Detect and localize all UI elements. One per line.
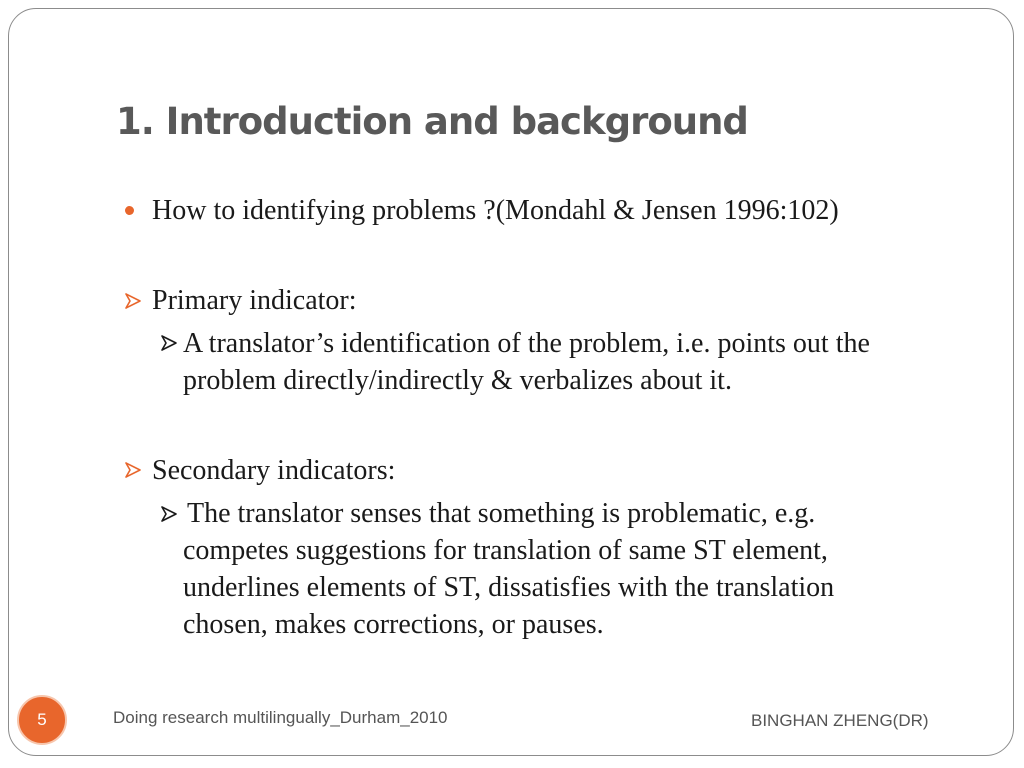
secondary-indicators-detail-line: competes suggestions for translation of same ST element, [183,535,828,566]
arrow-bullet-icon [124,461,142,479]
secondary-indicators-detail-line: The translator senses that something is problematic, e.g. [187,498,816,529]
arrow-bullet-icon [124,292,142,310]
bullet-how-to-identify: How to identifying problems ?(Mondahl & Jensen 1996:102) [152,195,839,226]
secondary-indicators-detail-line: underlines elements of ST, dissatisfies with the translation [183,572,835,603]
secondary-indicators-detail-line: chosen, makes corrections, or pauses. [183,609,604,640]
arrow-bullet-icon [160,505,178,523]
primary-indicator-detail-line: problem directly/indirectly & verbalizes about it. [183,365,732,396]
footer-right-text: BINGHAN ZHENG(DR) [751,711,929,730]
arrow-bullet-icon [160,334,178,352]
footer-left-text: Doing research multilingually_Durham_2010 [113,708,448,727]
primary-indicator-label: Primary indicator: [152,285,357,316]
slide-title: 1. Introduction and background [116,100,748,143]
primary-indicator-detail-line: A translator’s identification of the problem, i.e. points out the [183,328,870,359]
dot-bullet-icon [125,206,134,215]
secondary-indicators-label: Secondary indicators: [152,455,396,486]
page-number-badge: 5 [17,695,67,745]
